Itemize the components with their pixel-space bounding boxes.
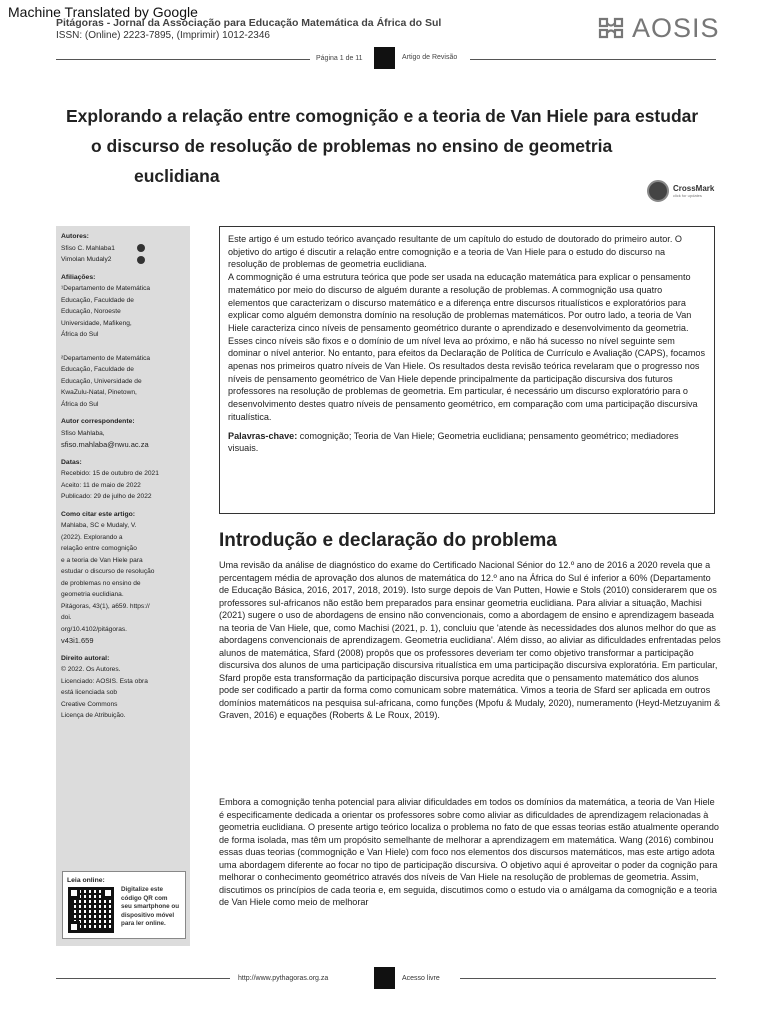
title-line: euclidiana [134,166,220,186]
body-paragraph: Uma revisão da análise de diagnóstico do exame do Certificado Nacional Sénior do 12.º ano de 2016 a 2020 revela que a percentagem média de aprovação dos alunos de matemática do 12.º ano na África do Sul é inferior a 60% (Departamento de Educação Básica, 2016, 2017, 2018, 2019). Isto surge depois de Van Putten, Howie e Stols (2010) considerarem que os professores sul-africanos não estão bem preparados para ensinar geometria euclidiana. Para aliviar a situação, Machisi (2021) sugere o uso de abordagens de ensino não convencionais, como a abordagem de ensino e aprendizagem baseada na teoria de Van Hiele, que, como Machisi (2021, p. 1), concluiu que 'atende às necessidades dos alunos melhor do que as abordagens convencionais de aprendizagem. Geometria euclidiana'. Além disso, ao aliviar as dificuldades enfrentadas pelos alunos de matemática, Sfard (2008) propôs que os professores deveriam ter como objetivo transformar a participação discursiva dos alunos de uma participação discursiva ritualística em uma participação discursiva exploratória. Em particular, Sfard propõe esta transformação da participação discursiva porque acredita que o pensamento matemático dos alunos pode ser codificado a partir da forma como comunicam sobre matemática. Vimos a teoria de Sfard ser aplicada em outros domínios matemáticos na pesquisa sul-africana, como funções (Mpofu & Mudaly, 2020), numeramento (Heyd-Metzuyanim & Graven, 2016) e equações (Roberts & Le Roux, 2019). [219,560,721,720]
crossmark-sub: click for updates [673,193,702,198]
header-marker [374,47,395,69]
cite-line: Pitágoras, 43(1), a659. https:// [61,602,150,610]
footer-url[interactable]: http://www.pythagoras.org.za [238,975,329,982]
copyright-line: Creative Commons [61,700,118,708]
affiliation-line: Universidade, Mafikeng, [61,319,132,327]
dates-block [61,457,185,503]
cite-doi-suffix[interactable]: v43i1.659 [61,636,94,645]
cite-line: geometria euclidiana. [61,591,124,598]
crossmark-icon [647,180,669,202]
keywords-label: Palavras-chave: [228,430,298,441]
cite-line: estudar o discurso de resolução [61,568,155,575]
author-name: Sfiso C. Mahlaba1 [61,244,115,252]
page-number: Página 1 de 11 [316,55,363,62]
date-accepted: Aceito: 11 de maio de 2022 [61,481,141,489]
affiliation-line: Educação, Noroeste [61,308,121,315]
body-paragraph: Embora a comognição tenha potencial para aliviar dificuldades em todos os domínios da matemática, a teoria de Van Hiele é especificamente dedicada a orientar os professores sobre como aliviar as dificuldades de aprendizagem relacionadas à geometria euclidiana. O presente artigo teórico localiza o problema no fato de que essas teorias estão atualmente operando de forma isolada, mas têm um propósito semelhante de melhorar a aprendizagem em matemática. Wang (2016) combinou essas duas teorias (commognição e Van Hiele) com foco nos elementos dos discursos matemáticos, mas este artigo adota uma abordagem diferente ao focar no tipo de participação discursiva. O objetivo aqui é aproveitar o poder da cognição para melhorar o conhecimento geométrico através dos níveis de Van Hiele na resolução de problemas de geometria. Assim, discutimos os princípios de cada teoria e, em seguida, discutimos como o estudo via o amálgama da comognição e a teoria de Van Hiele como meio de melhorar [219,797,719,907]
header-rule-left [56,59,310,60]
abstract-box [219,226,715,514]
read-online-text: Digitalize este código QR com seu smartphone ou dispositivo móvel para ler online. [121,886,180,927]
affiliation-line: ²Departamento de Matemática [61,354,151,362]
crossmark-label: CrossMark [673,184,715,193]
affiliation-line: KwaZulu-Natal, Pinetown, [61,389,137,396]
affiliations-label: Afiliações: [61,273,96,281]
cite-line: relação entre comognição [61,545,137,552]
footer-marker [374,967,395,989]
article-info-sidebar [56,226,190,946]
affiliation-line: Educação, Faculdade de [61,366,134,373]
affiliation-line: Educação, Faculdade de [61,296,134,304]
cite-label: Como citar este artigo: [61,510,136,518]
keywords-text: comognição; Teoria de Van Hiele; Geometria euclidiana; pensamento geométrico; mediadores visuais. [228,430,679,454]
publisher-logo [596,14,720,42]
title-line: Explorando a relação entre comognição e a teoria de Van Hiele para estudar [66,106,699,126]
copyright-line: Licenciado: AOSIS. Esta obra [61,677,148,685]
cite-line: (2022). Explorando a [61,533,123,541]
affiliation-line: ¹Departamento de Matemática [61,285,151,292]
orcid-icon[interactable] [137,244,145,252]
crossmark-badge[interactable] [647,180,714,202]
cite-line: e a teoria de Van Hiele para [61,556,143,564]
author-name: Vimolan Mudaly2 [61,256,112,263]
orcid-icon[interactable] [137,256,145,264]
copyright-label: Direito autoral: [61,654,110,662]
read-online-label: Leia online: [67,877,105,884]
dates-label: Datas: [61,458,82,466]
corresponding-label: Autor correspondente: [61,418,135,425]
footer-rule-right [460,978,716,979]
date-received: Recebido: 15 de outubro de 2021 [61,470,159,477]
cite-line: de problemas no ensino de [61,579,141,587]
keywords [228,430,706,455]
journal-issn: ISSN: (Online) 2223-7895, (Imprimir) 1012-2346 [56,30,270,41]
date-published: Publicado: 29 de julho de 2022 [61,493,152,500]
header-rule-right [470,59,716,60]
read-online-box [62,871,186,939]
corresponding-name: Sfiso Mahlaba, [61,429,105,437]
copyright-line: Licença de Atribuição. [61,712,126,719]
cite-line: doi. [61,614,72,621]
abstract-paragraph: Este artigo é um estudo teórico avançado resultante de um capítulo do estudo de doutorado do primeiro autor. O objetivo do artigo é discutir a relação entre comognição e a teoria de Van Hiele para o estudo do discurso na resolução de problemas de geometria euclidiana. [228,234,682,270]
affiliation-line: África do Sul [61,400,99,408]
article-type: Artigo de Revisão [402,54,458,61]
title-line: o discurso de resolução de problemas no ensino de geometria [91,136,613,156]
authors-label: Autores: [61,233,89,240]
cite-line: Mahlaba, SC e Mudaly, V. [61,522,137,529]
corresponding-email[interactable]: sfiso.mahlaba@nwu.ac.za [61,440,149,449]
copyright-block [61,653,185,722]
footer-access: Acesso livre [402,975,440,982]
journal-title: Pitágoras - Jornal da Associação para Educação Matemática da África do Sul [56,17,442,29]
section-heading: Introdução e declaração do problema [219,530,557,551]
aosis-logo-icon [596,15,626,41]
machine-translation-banner: Machine Translated by Google [8,4,198,20]
cite-block [61,509,185,647]
qr-code-icon[interactable] [68,887,114,933]
authors-block [61,231,185,266]
copyright-line: está licenciada sob [61,689,118,696]
corresponding-block [61,416,185,451]
abstract-paragraph: A commognição é uma estrutura teórica que pode ser usada na educação matemática para explicar o pensamento matemático por meio do discurso de alguém durante a resolução de problemas. A commognição usa quatro elementos que caracterizam o discurso matemático e a diferença entre discursos ritualísticos e exploratórios para explicar como alguém demonstra domínio na resolução de problemas matemáticos. Por outro lado, a teoria de Van Hiele caracteriza cinco níveis de pensamento geométrico durante o aprendizado e desenvolvimento da geometria. Esses cinco níveis são fixos e o domínio de um nível leva ao próximo, e não há sucesso no nível seguinte sem dominar o nível anterior. No entanto, para efeitos da Declaração de Política de Currículo e Avaliação (CAPS), focamos apenas nos primeiros quatro níveis de Van Hiele. Os resultados desta revisão teórica revelaram que o progresso nos níveis de pensamento geométrico de Van Hiele depende principalmente da participação discursiva dos futuros professores na resolução de problemas de geometria. Em particular, é necessário um discurso exploratório para o desenvolvimento destes quatro níveis de pensamento geométrico, em comparação com uma participação discursiva ritualística. [228,272,706,422]
footer-rule-left [56,978,230,979]
affiliations-block [61,272,185,411]
copyright-line: © 2022. Os Autores. [61,666,121,673]
cite-line: org/10.4102/pitágoras. [61,625,127,633]
logo-text: AOSIS [632,13,720,43]
affiliation-line: África do Sul [61,331,99,338]
affiliation-line: Educação, Universidade de [61,377,142,385]
